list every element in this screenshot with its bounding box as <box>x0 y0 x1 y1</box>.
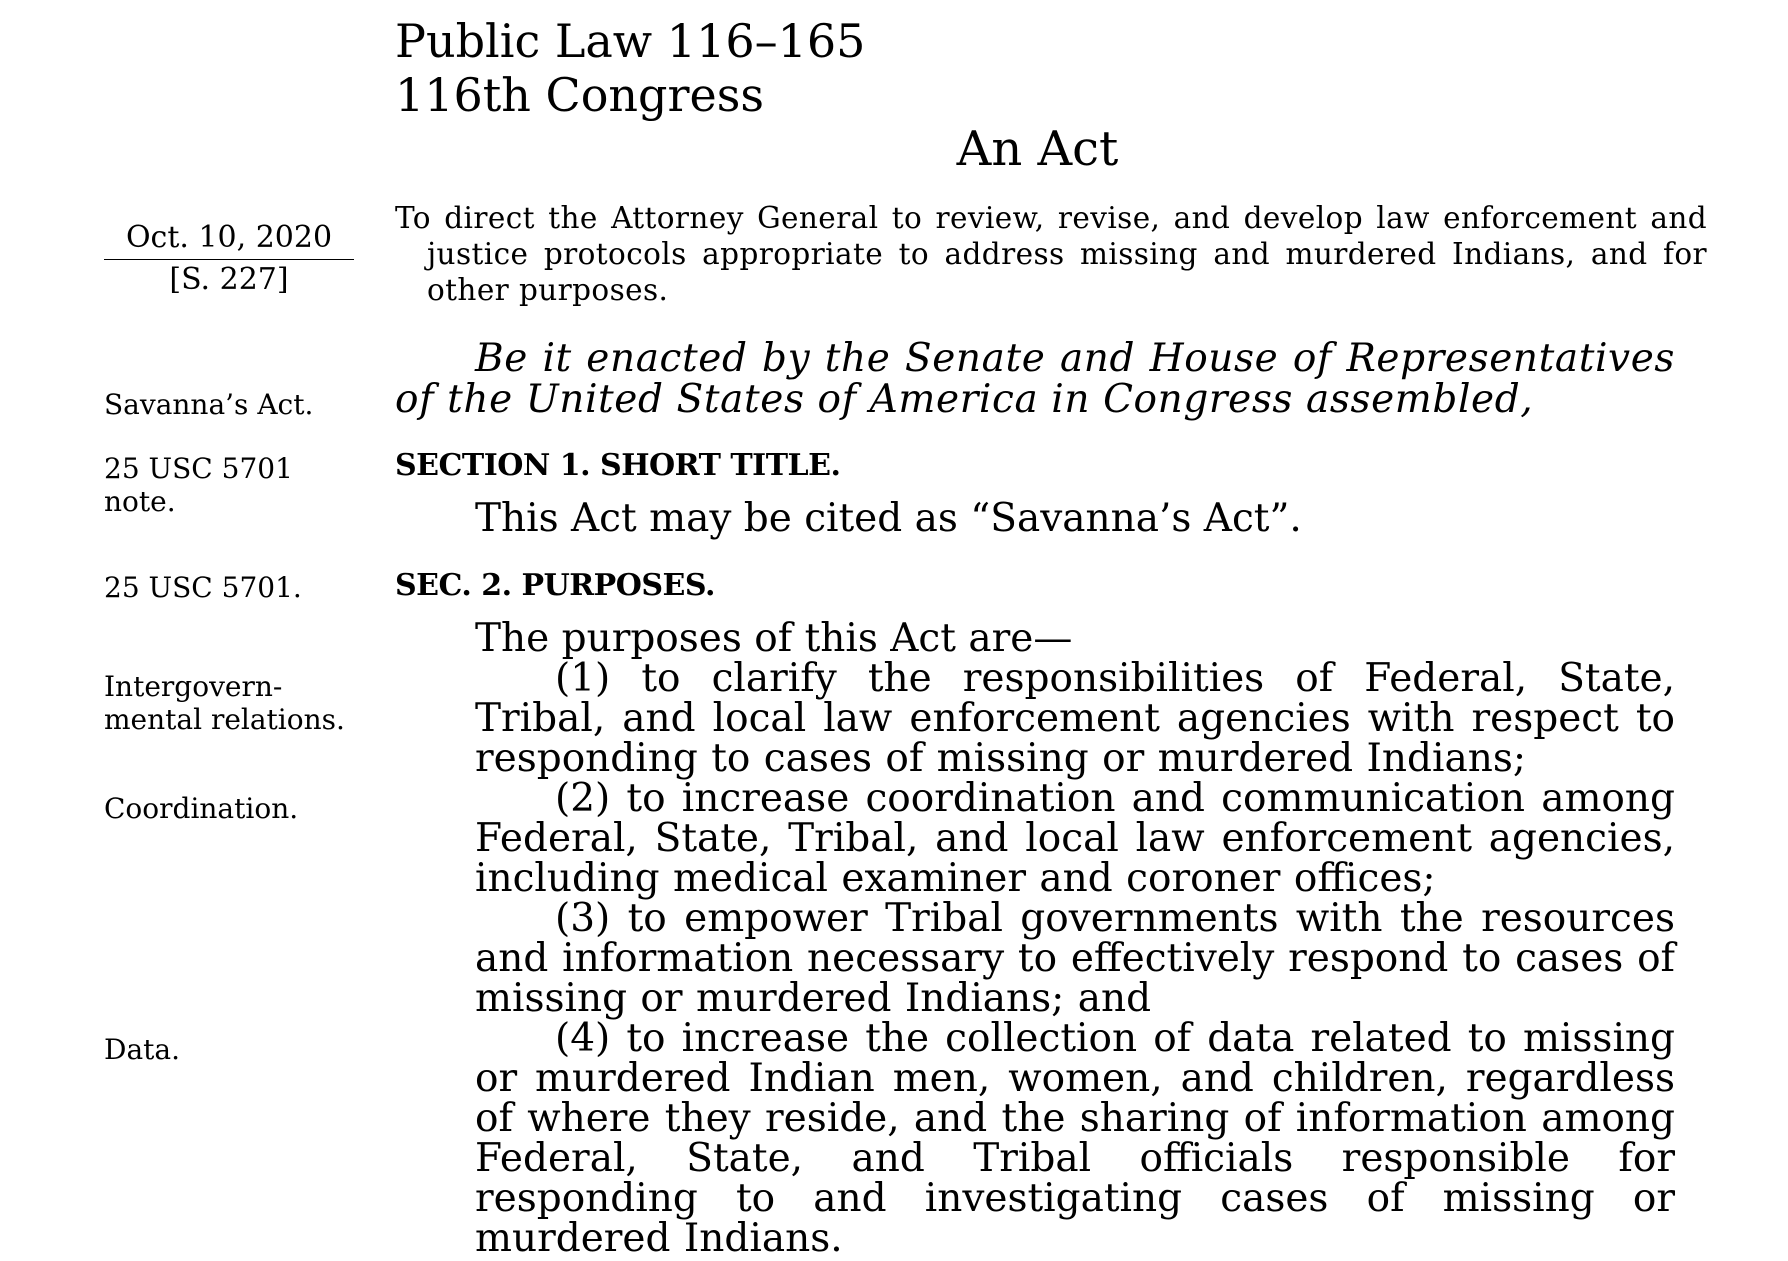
act-label: An Act <box>956 121 1119 177</box>
purpose-paragraph-2: (2) to increase coordination and communication among Federal, State, Tribal, and local law enforcement agencies, including medical examiner and coroner offices; <box>475 776 1675 901</box>
section-1-text: This Act may be cited as “Savanna’s Act”. <box>475 496 1302 541</box>
date-bill-block <box>104 220 354 298</box>
margin-note-intergov-line2: mental relations. <box>104 703 345 736</box>
public-law-number: Public Law 116–165 <box>395 14 866 68</box>
margin-note-usc-line2: note. <box>104 485 176 518</box>
long-title: To direct the Attorney General to review, revise, and develop law enforcement and justice protocols appropriate to address missing and murdered Indians, and for other purposes. <box>395 201 1707 307</box>
margin-note-short-title: Savanna’s Act. <box>104 388 314 421</box>
purpose-paragraph-1: (1) to clarify the responsibilities of Federal, State, Tribal, and local law enforcement agencies with respect to responding to cases of missing or murdered Indians; <box>475 656 1675 781</box>
margin-note-intergovernmental <box>104 670 345 736</box>
margin-note-data: Data. <box>104 1033 180 1066</box>
margin-note-coordination: Coordination. <box>104 792 299 825</box>
margin-note-usc: 25 USC 5701. <box>104 571 302 604</box>
section-2-heading: SEC. 2. PURPOSES. <box>395 568 715 603</box>
section-1-heading: SECTION 1. SHORT TITLE. <box>395 448 841 483</box>
margin-note-usc-note <box>104 452 293 518</box>
margin-note-intergov-line1: Intergovern- <box>104 670 283 703</box>
enactment-date: Oct. 10, 2020 <box>104 220 354 260</box>
congress-number: 116th Congress <box>395 68 764 122</box>
bill-number: [S. 227] <box>169 262 289 297</box>
margin-note-usc-line1: 25 USC 5701 <box>104 452 293 485</box>
purpose-paragraph-3: (3) to empower Tribal governments with the resources and information necessary to effectively respond to cases of missing or murdered Indians; and <box>475 896 1675 1021</box>
public-law-header <box>395 14 865 122</box>
purpose-paragraph-4: (4) to increase the collection of data related to missing or murdered Indian men, women, and children, regardless of where they reside, and the sharing of information among Federal, State, and Tribal officials responsible for responding to and investigating cases of missing or murdered Indians. <box>475 1016 1675 1261</box>
section-2-intro: The purposes of this Act are— <box>475 616 1073 661</box>
enacting-clause: Be it enacted by the Senate and House of Representatives of the United States of America in Congress assembled, <box>395 336 1675 422</box>
